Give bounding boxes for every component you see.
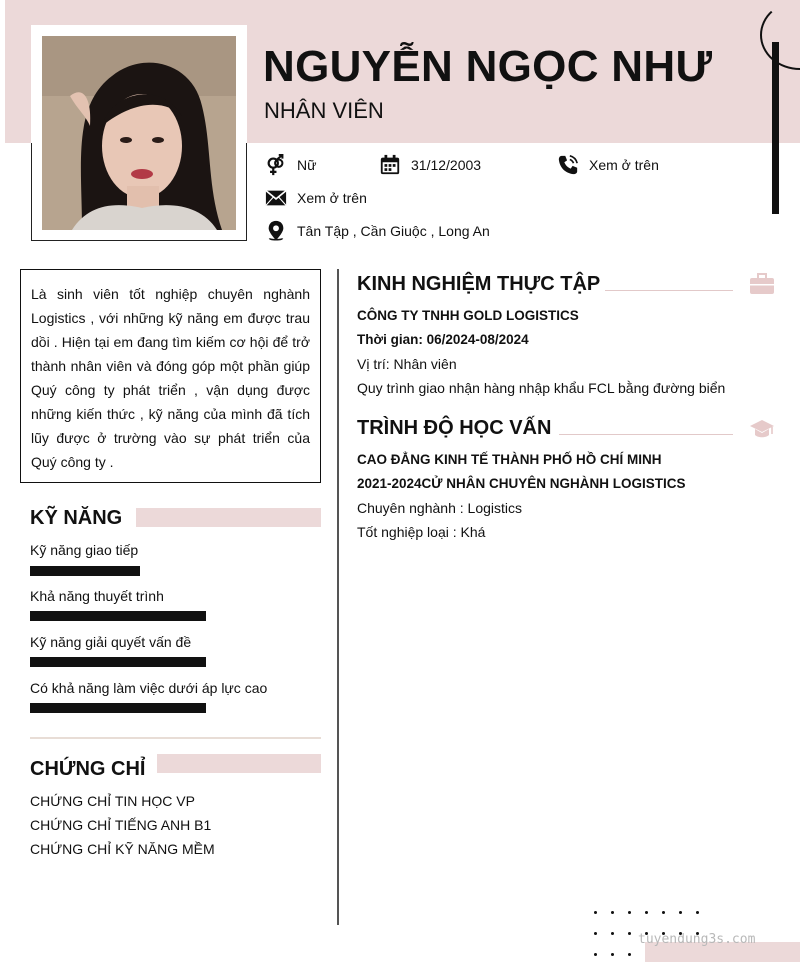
decorative-dot bbox=[611, 953, 614, 956]
intro-text: Là sinh viên tốt nghiệp chuyên nghành Logistics , với những kỹ năng em được trau dồi . Hiện tại em đang tìm kiếm cơ hội để trở thành nhân viên và đóng góp một phần giúp Quý công ty phát triển , vận dụng được những kiến thức , kỹ năng của mình đã tích lũy được ở trường vào sự phát triển của Quý công ty . bbox=[31, 286, 310, 470]
certificate-item: CHỨNG CHỈ TIN HỌC VP bbox=[30, 793, 195, 809]
decorative-dot bbox=[628, 911, 631, 914]
skill-level-fill bbox=[30, 611, 206, 621]
skill-label: Có khả năng làm việc dưới áp lực cao bbox=[30, 680, 268, 696]
gender-value: Nữ bbox=[297, 157, 317, 173]
profile-photo bbox=[42, 36, 236, 230]
education-school: CAO ĐẲNG KINH TẾ THÀNH PHỐ HỒ CHÍ MINH bbox=[357, 452, 662, 467]
certificate-item: CHỨNG CHỈ KỸ NĂNG MỀM bbox=[30, 841, 215, 857]
certificate-item: CHỨNG CHỈ TIẾNG ANH B1 bbox=[30, 817, 212, 833]
left-column-divider bbox=[30, 737, 321, 739]
decorative-dot bbox=[679, 911, 682, 914]
column-divider bbox=[337, 269, 339, 925]
mail-icon bbox=[265, 187, 287, 209]
watermark: tuyendung3s.com bbox=[638, 932, 756, 947]
experience-position: Vị trí: Nhân viên bbox=[357, 356, 457, 372]
skill-label: Kỹ năng giao tiếp bbox=[30, 542, 139, 558]
education-grade: Tốt nghiệp loại : Khá bbox=[357, 524, 486, 540]
decorative-dot bbox=[594, 932, 597, 935]
experience-title-line bbox=[605, 290, 733, 291]
decorative-dot bbox=[611, 932, 614, 935]
skill-level-bar bbox=[30, 657, 206, 667]
decorative-dot bbox=[628, 932, 631, 935]
decorative-dot bbox=[611, 911, 614, 914]
candidate-role: NHÂN VIÊN bbox=[264, 98, 384, 123]
decorative-dot bbox=[696, 911, 699, 914]
decorative-dot bbox=[628, 953, 631, 956]
gender-icon bbox=[265, 154, 287, 176]
decorative-dot bbox=[594, 953, 597, 956]
address-info bbox=[265, 220, 490, 242]
graduation-cap-icon bbox=[749, 417, 775, 441]
phone-value: Xem ở trên bbox=[589, 157, 659, 173]
skill-level-bar bbox=[30, 703, 206, 713]
decorative-dot bbox=[645, 911, 648, 914]
skills-title: KỸ NĂNG bbox=[30, 507, 123, 529]
email-info bbox=[265, 187, 367, 209]
education-title-line bbox=[559, 434, 733, 435]
phone-icon bbox=[557, 154, 579, 176]
email-value: Xem ở trên bbox=[297, 190, 367, 206]
education-title: TRÌNH ĐỘ HỌC VẤN bbox=[357, 417, 552, 439]
decorative-dot bbox=[662, 911, 665, 914]
address-value: Tân Tập , Cần Giuộc , Long An bbox=[297, 223, 490, 239]
certificates-title: CHỨNG CHỈ bbox=[30, 758, 146, 780]
experience-description: Quy trình giao nhận hàng nhập khẩu FCL bằng đường biển bbox=[357, 380, 726, 396]
certificates-title-bar bbox=[157, 754, 321, 773]
decorative-dot bbox=[594, 911, 597, 914]
briefcase-icon bbox=[749, 272, 775, 296]
location-pin-icon bbox=[265, 220, 287, 242]
skills-title-bar bbox=[136, 508, 321, 527]
birthday-info bbox=[379, 154, 481, 176]
skill-level-fill bbox=[30, 657, 206, 667]
skill-level-bar bbox=[30, 566, 206, 576]
intro-box bbox=[20, 269, 321, 483]
skill-level-bar bbox=[30, 611, 206, 621]
education-degree: 2021-2024CỬ NHÂN CHUYÊN NGHÀNH LOGISTICS bbox=[357, 476, 686, 491]
skill-level-fill bbox=[30, 566, 140, 576]
education-major: Chuyên nghành : Logistics bbox=[357, 500, 522, 516]
gender-info bbox=[265, 154, 316, 176]
experience-time: Thời gian: 06/2024-08/2024 bbox=[357, 332, 529, 347]
decorative-bar bbox=[772, 42, 779, 214]
calendar-icon bbox=[379, 154, 401, 176]
candidate-name: NGUYỄN NGỌC NHƯ bbox=[263, 42, 713, 91]
birthday-value: 31/12/2003 bbox=[411, 157, 482, 173]
skill-label: Khả năng thuyết trình bbox=[30, 588, 164, 604]
experience-title: KINH NGHIỆM THỰC TẬP bbox=[357, 273, 601, 295]
skill-label: Kỹ năng giải quyết vấn đề bbox=[30, 634, 192, 650]
experience-company: CÔNG TY TNHH GOLD LOGISTICS bbox=[357, 308, 579, 323]
skill-level-fill bbox=[30, 703, 206, 713]
phone-info bbox=[557, 154, 659, 176]
